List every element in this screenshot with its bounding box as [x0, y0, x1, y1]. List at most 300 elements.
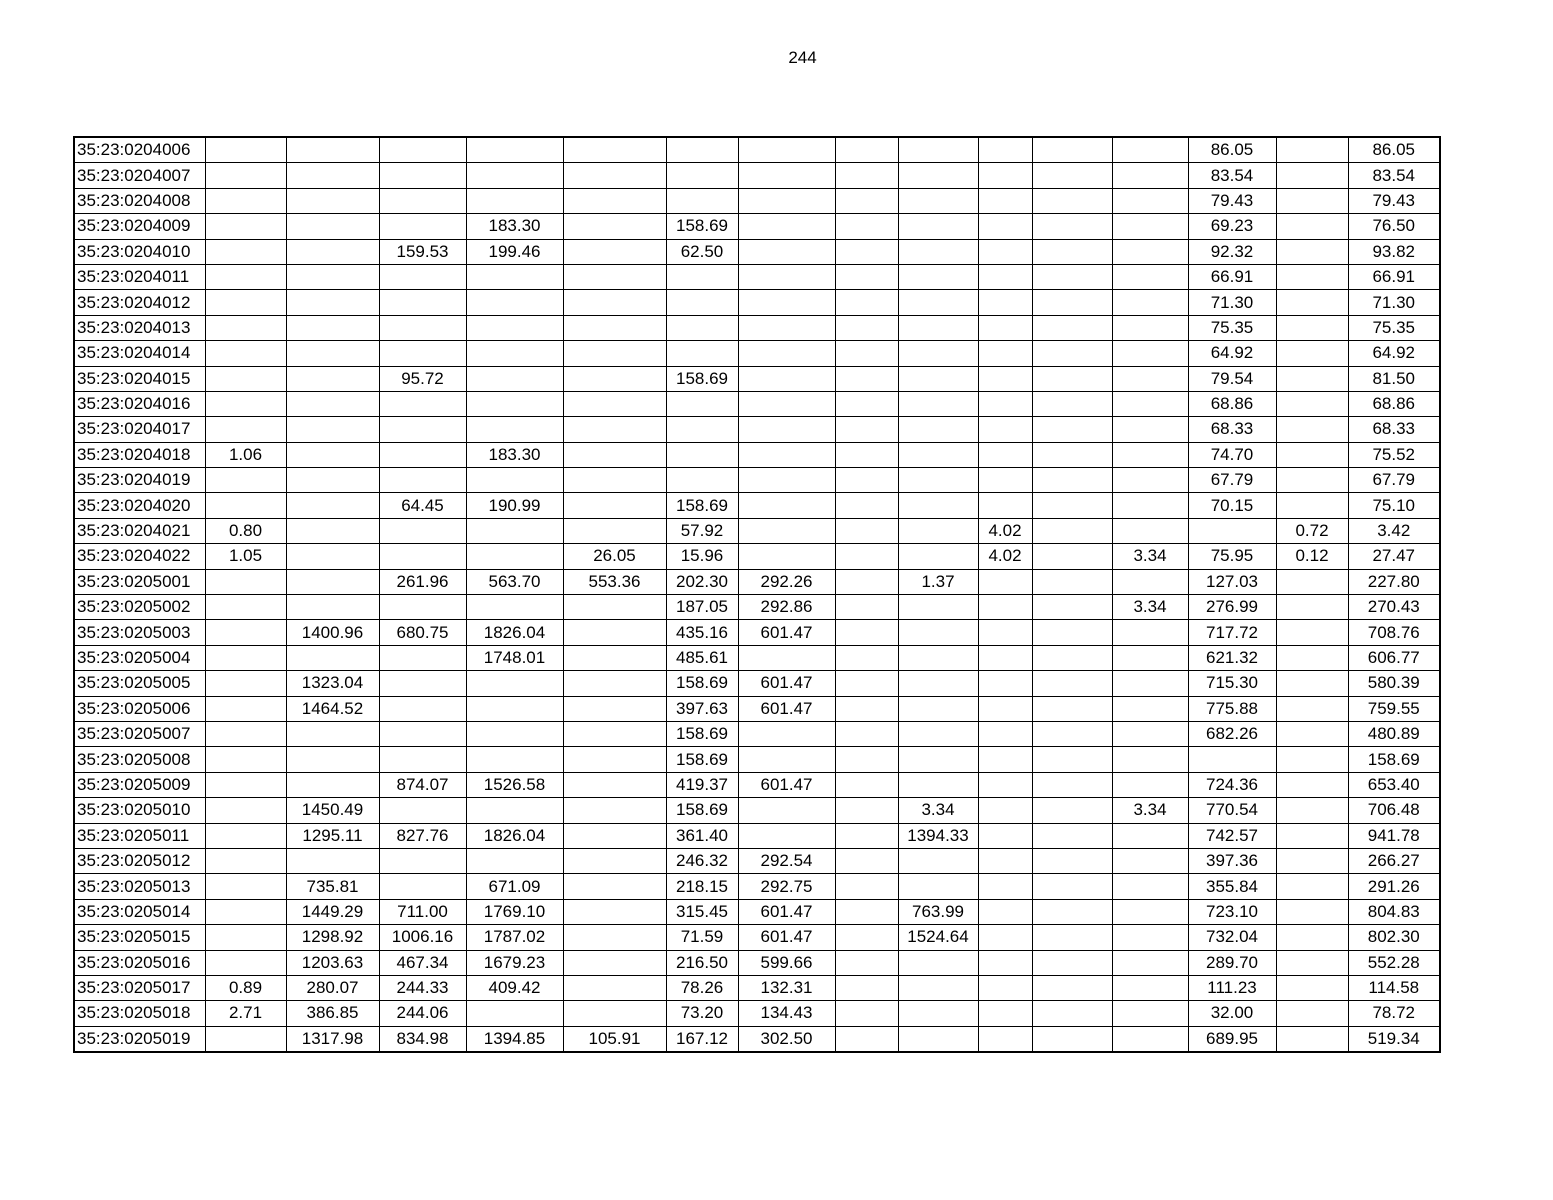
table-row	[74, 163, 1440, 188]
value-cell	[835, 442, 898, 467]
value-cell	[1112, 163, 1188, 188]
value-cell: 1317.98	[286, 1026, 379, 1052]
parcel-id-cell: 35:23:0205018	[74, 1001, 205, 1026]
value-cell	[898, 264, 978, 289]
value-cell	[1032, 163, 1112, 188]
value-cell	[205, 315, 286, 340]
table-row	[74, 721, 1440, 746]
value-cell: 218.15	[666, 874, 738, 899]
value-cell	[835, 544, 898, 569]
value-cell	[379, 696, 466, 721]
parcel-id-cell: 35:23:0205002	[74, 595, 205, 620]
value-cell: 735.81	[286, 874, 379, 899]
value-cell	[563, 925, 666, 950]
value-cell: 292.26	[738, 569, 835, 594]
value-cell	[1276, 163, 1348, 188]
parcel-id-cell: 35:23:0205013	[74, 874, 205, 899]
value-cell	[898, 417, 978, 442]
value-cell	[1112, 1001, 1188, 1026]
value-cell: 724.36	[1188, 772, 1276, 797]
value-cell	[1112, 899, 1188, 924]
value-cell	[379, 874, 466, 899]
table-row	[74, 417, 1440, 442]
value-cell	[835, 569, 898, 594]
value-cell: 552.28	[1348, 950, 1440, 975]
value-cell: 69.23	[1188, 214, 1276, 239]
value-cell	[379, 391, 466, 416]
table-row	[74, 366, 1440, 391]
value-cell	[286, 645, 379, 670]
value-cell: 105.91	[563, 1026, 666, 1052]
value-cell	[563, 747, 666, 772]
value-cell	[466, 595, 563, 620]
value-cell	[898, 239, 978, 264]
value-cell	[835, 163, 898, 188]
value-cell: 519.34	[1348, 1026, 1440, 1052]
value-cell: 1394.33	[898, 823, 978, 848]
value-cell: 71.30	[1188, 290, 1276, 315]
table-row	[74, 975, 1440, 1000]
value-cell	[738, 747, 835, 772]
value-cell: 127.03	[1188, 569, 1276, 594]
value-cell	[738, 214, 835, 239]
value-cell: 202.30	[666, 569, 738, 594]
value-cell: 158.69	[666, 798, 738, 823]
value-cell	[898, 214, 978, 239]
value-cell	[978, 595, 1032, 620]
value-cell	[563, 950, 666, 975]
value-cell: 435.16	[666, 620, 738, 645]
value-cell	[1112, 925, 1188, 950]
table-row	[74, 341, 1440, 366]
table-row	[74, 290, 1440, 315]
value-cell: 78.72	[1348, 1001, 1440, 1026]
value-cell: 1394.85	[466, 1026, 563, 1052]
value-cell	[738, 493, 835, 518]
value-cell	[835, 188, 898, 213]
value-cell	[379, 468, 466, 493]
value-cell	[1032, 493, 1112, 518]
value-cell	[379, 188, 466, 213]
value-cell	[1276, 137, 1348, 163]
value-cell	[666, 442, 738, 467]
value-cell	[835, 798, 898, 823]
value-cell	[286, 163, 379, 188]
value-cell: 3.34	[898, 798, 978, 823]
value-cell	[286, 239, 379, 264]
table-row	[74, 925, 1440, 950]
table-row	[74, 620, 1440, 645]
value-cell	[563, 315, 666, 340]
value-cell	[466, 798, 563, 823]
value-cell	[205, 874, 286, 899]
value-cell: 289.70	[1188, 950, 1276, 975]
value-cell	[835, 696, 898, 721]
value-cell	[286, 290, 379, 315]
value-cell	[563, 645, 666, 670]
value-cell	[563, 442, 666, 467]
value-cell	[379, 214, 466, 239]
value-cell: 485.61	[666, 645, 738, 670]
value-cell	[898, 645, 978, 670]
value-cell: 64.92	[1188, 341, 1276, 366]
value-cell: 689.95	[1188, 1026, 1276, 1052]
table-row	[74, 696, 1440, 721]
value-cell	[1032, 188, 1112, 213]
value-cell: 167.12	[666, 1026, 738, 1052]
value-cell	[898, 290, 978, 315]
value-cell	[1112, 391, 1188, 416]
value-cell	[1032, 137, 1112, 163]
value-cell	[286, 341, 379, 366]
value-cell	[978, 468, 1032, 493]
value-cell	[898, 696, 978, 721]
value-cell	[563, 188, 666, 213]
parcel-id-cell: 35:23:0205004	[74, 645, 205, 670]
value-cell	[1276, 264, 1348, 289]
value-cell: 621.32	[1188, 645, 1276, 670]
value-cell: 1006.16	[379, 925, 466, 950]
value-cell	[1276, 874, 1348, 899]
value-cell	[978, 620, 1032, 645]
value-cell	[1032, 721, 1112, 746]
value-cell: 270.43	[1348, 595, 1440, 620]
value-cell	[1276, 417, 1348, 442]
value-cell	[205, 823, 286, 848]
value-cell	[666, 188, 738, 213]
value-cell	[978, 315, 1032, 340]
value-cell	[1032, 290, 1112, 315]
value-cell	[1032, 518, 1112, 543]
value-cell: 67.79	[1188, 468, 1276, 493]
value-cell	[898, 848, 978, 873]
value-cell	[1112, 468, 1188, 493]
value-cell	[1032, 239, 1112, 264]
page-number: 244	[788, 48, 817, 67]
value-cell	[835, 391, 898, 416]
value-cell	[205, 645, 286, 670]
value-cell: 244.06	[379, 1001, 466, 1026]
table-row	[74, 493, 1440, 518]
parcel-id-cell: 35:23:0204012	[74, 290, 205, 315]
value-cell: 81.50	[1348, 366, 1440, 391]
value-cell	[1032, 899, 1112, 924]
value-cell: 78.26	[666, 975, 738, 1000]
value-cell: 158.69	[666, 721, 738, 746]
value-cell	[1032, 391, 1112, 416]
value-cell: 292.75	[738, 874, 835, 899]
value-cell: 266.27	[1348, 848, 1440, 873]
value-cell: 763.99	[898, 899, 978, 924]
parcel-id-cell: 35:23:0204022	[74, 544, 205, 569]
table-row	[74, 468, 1440, 493]
value-cell	[379, 163, 466, 188]
value-cell	[835, 137, 898, 163]
value-cell	[1276, 671, 1348, 696]
value-cell	[978, 264, 1032, 289]
value-cell	[898, 315, 978, 340]
value-cell	[835, 823, 898, 848]
table-row	[74, 239, 1440, 264]
value-cell: 386.85	[286, 1001, 379, 1026]
value-cell: 467.34	[379, 950, 466, 975]
value-cell	[1032, 848, 1112, 873]
value-cell	[205, 137, 286, 163]
value-cell	[286, 468, 379, 493]
value-cell	[286, 442, 379, 467]
value-cell	[898, 163, 978, 188]
value-cell	[286, 848, 379, 873]
value-cell	[1032, 468, 1112, 493]
value-cell: 67.79	[1348, 468, 1440, 493]
value-cell	[1032, 1001, 1112, 1026]
value-cell	[738, 442, 835, 467]
value-cell: 158.69	[666, 493, 738, 518]
value-cell: 68.86	[1188, 391, 1276, 416]
value-cell	[466, 1001, 563, 1026]
table-row	[74, 188, 1440, 213]
value-cell	[563, 264, 666, 289]
value-cell	[738, 366, 835, 391]
value-cell	[205, 391, 286, 416]
value-cell	[978, 848, 1032, 873]
value-cell	[563, 899, 666, 924]
value-cell: 4.02	[978, 544, 1032, 569]
value-cell	[666, 137, 738, 163]
value-cell	[898, 595, 978, 620]
value-cell	[1032, 442, 1112, 467]
value-cell	[1112, 848, 1188, 873]
value-cell	[1188, 518, 1276, 543]
parcel-id-cell: 35:23:0204016	[74, 391, 205, 416]
value-cell	[379, 341, 466, 366]
value-cell: 66.91	[1348, 264, 1440, 289]
value-cell	[978, 696, 1032, 721]
value-cell	[563, 214, 666, 239]
value-cell	[978, 290, 1032, 315]
value-cell: 190.99	[466, 493, 563, 518]
value-cell	[978, 163, 1032, 188]
value-cell	[1276, 214, 1348, 239]
value-cell: 4.02	[978, 518, 1032, 543]
value-cell	[1112, 214, 1188, 239]
value-cell: 708.76	[1348, 620, 1440, 645]
value-cell	[379, 518, 466, 543]
value-cell	[563, 620, 666, 645]
table-row	[74, 137, 1440, 163]
value-cell: 75.10	[1348, 493, 1440, 518]
value-cell: 717.72	[1188, 620, 1276, 645]
value-cell: 804.83	[1348, 899, 1440, 924]
value-cell	[1032, 341, 1112, 366]
value-cell	[835, 721, 898, 746]
parcel-id-cell: 35:23:0204013	[74, 315, 205, 340]
value-cell	[978, 1001, 1032, 1026]
parcel-id-cell: 35:23:0204006	[74, 137, 205, 163]
value-cell: 601.47	[738, 620, 835, 645]
value-cell: 76.50	[1348, 214, 1440, 239]
value-cell: 1.06	[205, 442, 286, 467]
value-cell: 601.47	[738, 696, 835, 721]
value-cell: 292.86	[738, 595, 835, 620]
value-cell	[978, 188, 1032, 213]
value-cell	[1112, 264, 1188, 289]
value-cell	[835, 1026, 898, 1052]
value-cell	[563, 290, 666, 315]
value-cell	[1112, 137, 1188, 163]
value-cell	[205, 188, 286, 213]
value-cell: 79.43	[1188, 188, 1276, 213]
value-cell	[666, 290, 738, 315]
value-cell	[466, 696, 563, 721]
value-cell	[1276, 925, 1348, 950]
value-cell	[1276, 290, 1348, 315]
value-cell	[1112, 366, 1188, 391]
value-cell	[1276, 391, 1348, 416]
value-cell: 132.31	[738, 975, 835, 1000]
value-cell	[205, 798, 286, 823]
value-cell	[1112, 1026, 1188, 1052]
value-cell	[1276, 1026, 1348, 1052]
value-cell: 1769.10	[466, 899, 563, 924]
value-cell: 874.07	[379, 772, 466, 797]
value-cell: 75.52	[1348, 442, 1440, 467]
table-row	[74, 391, 1440, 416]
value-cell	[286, 366, 379, 391]
value-cell: 158.69	[666, 214, 738, 239]
value-cell	[835, 239, 898, 264]
value-cell	[205, 899, 286, 924]
value-cell: 93.82	[1348, 239, 1440, 264]
value-cell	[379, 848, 466, 873]
value-cell	[835, 315, 898, 340]
value-cell	[466, 264, 563, 289]
value-cell	[1032, 417, 1112, 442]
value-cell: 183.30	[466, 442, 563, 467]
value-cell: 276.99	[1188, 595, 1276, 620]
value-cell	[978, 798, 1032, 823]
value-cell	[563, 848, 666, 873]
value-cell	[666, 163, 738, 188]
value-cell	[1276, 696, 1348, 721]
value-cell: 114.58	[1348, 975, 1440, 1000]
value-cell: 1450.49	[286, 798, 379, 823]
value-cell: 62.50	[666, 239, 738, 264]
value-cell	[466, 671, 563, 696]
value-cell	[379, 442, 466, 467]
value-cell	[898, 341, 978, 366]
value-cell	[835, 645, 898, 670]
value-cell: 1323.04	[286, 671, 379, 696]
value-cell	[563, 798, 666, 823]
value-cell: 0.12	[1276, 544, 1348, 569]
value-cell	[835, 747, 898, 772]
parcel-id-cell: 35:23:0204017	[74, 417, 205, 442]
value-cell	[835, 214, 898, 239]
value-cell	[1276, 1001, 1348, 1026]
parcel-id-cell: 35:23:0204021	[74, 518, 205, 543]
value-cell	[563, 975, 666, 1000]
table-row	[74, 595, 1440, 620]
value-cell: 95.72	[379, 366, 466, 391]
value-cell: 75.35	[1348, 315, 1440, 340]
value-cell: 158.69	[666, 671, 738, 696]
value-cell	[1112, 975, 1188, 1000]
value-cell: 682.26	[1188, 721, 1276, 746]
value-cell	[738, 417, 835, 442]
value-cell	[835, 595, 898, 620]
value-cell	[738, 163, 835, 188]
value-cell	[835, 493, 898, 518]
value-cell	[205, 1026, 286, 1052]
value-cell	[1032, 798, 1112, 823]
value-cell	[738, 239, 835, 264]
value-cell	[563, 239, 666, 264]
value-cell: 73.20	[666, 1001, 738, 1026]
value-cell	[205, 925, 286, 950]
value-cell: 158.69	[1348, 747, 1440, 772]
value-cell: 563.70	[466, 569, 563, 594]
value-cell	[1032, 264, 1112, 289]
value-cell	[978, 899, 1032, 924]
value-cell	[835, 341, 898, 366]
value-cell: 291.26	[1348, 874, 1440, 899]
value-cell	[978, 645, 1032, 670]
value-cell	[738, 264, 835, 289]
parcel-id-cell: 35:23:0204015	[74, 366, 205, 391]
value-cell: 75.35	[1188, 315, 1276, 340]
value-cell	[835, 620, 898, 645]
value-cell: 361.40	[666, 823, 738, 848]
value-cell: 770.54	[1188, 798, 1276, 823]
value-cell	[898, 620, 978, 645]
value-cell	[1032, 975, 1112, 1000]
table-row	[74, 645, 1440, 670]
value-cell: 941.78	[1348, 823, 1440, 848]
parcel-id-cell: 35:23:0205011	[74, 823, 205, 848]
value-cell: 83.54	[1188, 163, 1276, 188]
value-cell	[1276, 493, 1348, 518]
value-cell	[1112, 239, 1188, 264]
value-cell	[1032, 544, 1112, 569]
value-cell: 553.36	[563, 569, 666, 594]
value-cell	[978, 1026, 1032, 1052]
value-cell: 1826.04	[466, 620, 563, 645]
value-cell	[978, 569, 1032, 594]
value-cell	[738, 188, 835, 213]
value-cell	[738, 798, 835, 823]
value-cell	[205, 595, 286, 620]
value-cell: 827.76	[379, 823, 466, 848]
table-row	[74, 747, 1440, 772]
value-cell	[379, 645, 466, 670]
value-cell	[1032, 1026, 1112, 1052]
value-cell	[205, 950, 286, 975]
value-cell	[1276, 315, 1348, 340]
value-cell	[1112, 874, 1188, 899]
value-cell	[1112, 950, 1188, 975]
value-cell	[286, 518, 379, 543]
value-cell: 83.54	[1348, 163, 1440, 188]
table-row	[74, 772, 1440, 797]
parcel-id-cell: 35:23:0205008	[74, 747, 205, 772]
value-cell	[898, 721, 978, 746]
value-cell	[563, 341, 666, 366]
value-cell	[1112, 569, 1188, 594]
value-cell	[738, 823, 835, 848]
value-cell	[835, 899, 898, 924]
value-cell	[205, 468, 286, 493]
